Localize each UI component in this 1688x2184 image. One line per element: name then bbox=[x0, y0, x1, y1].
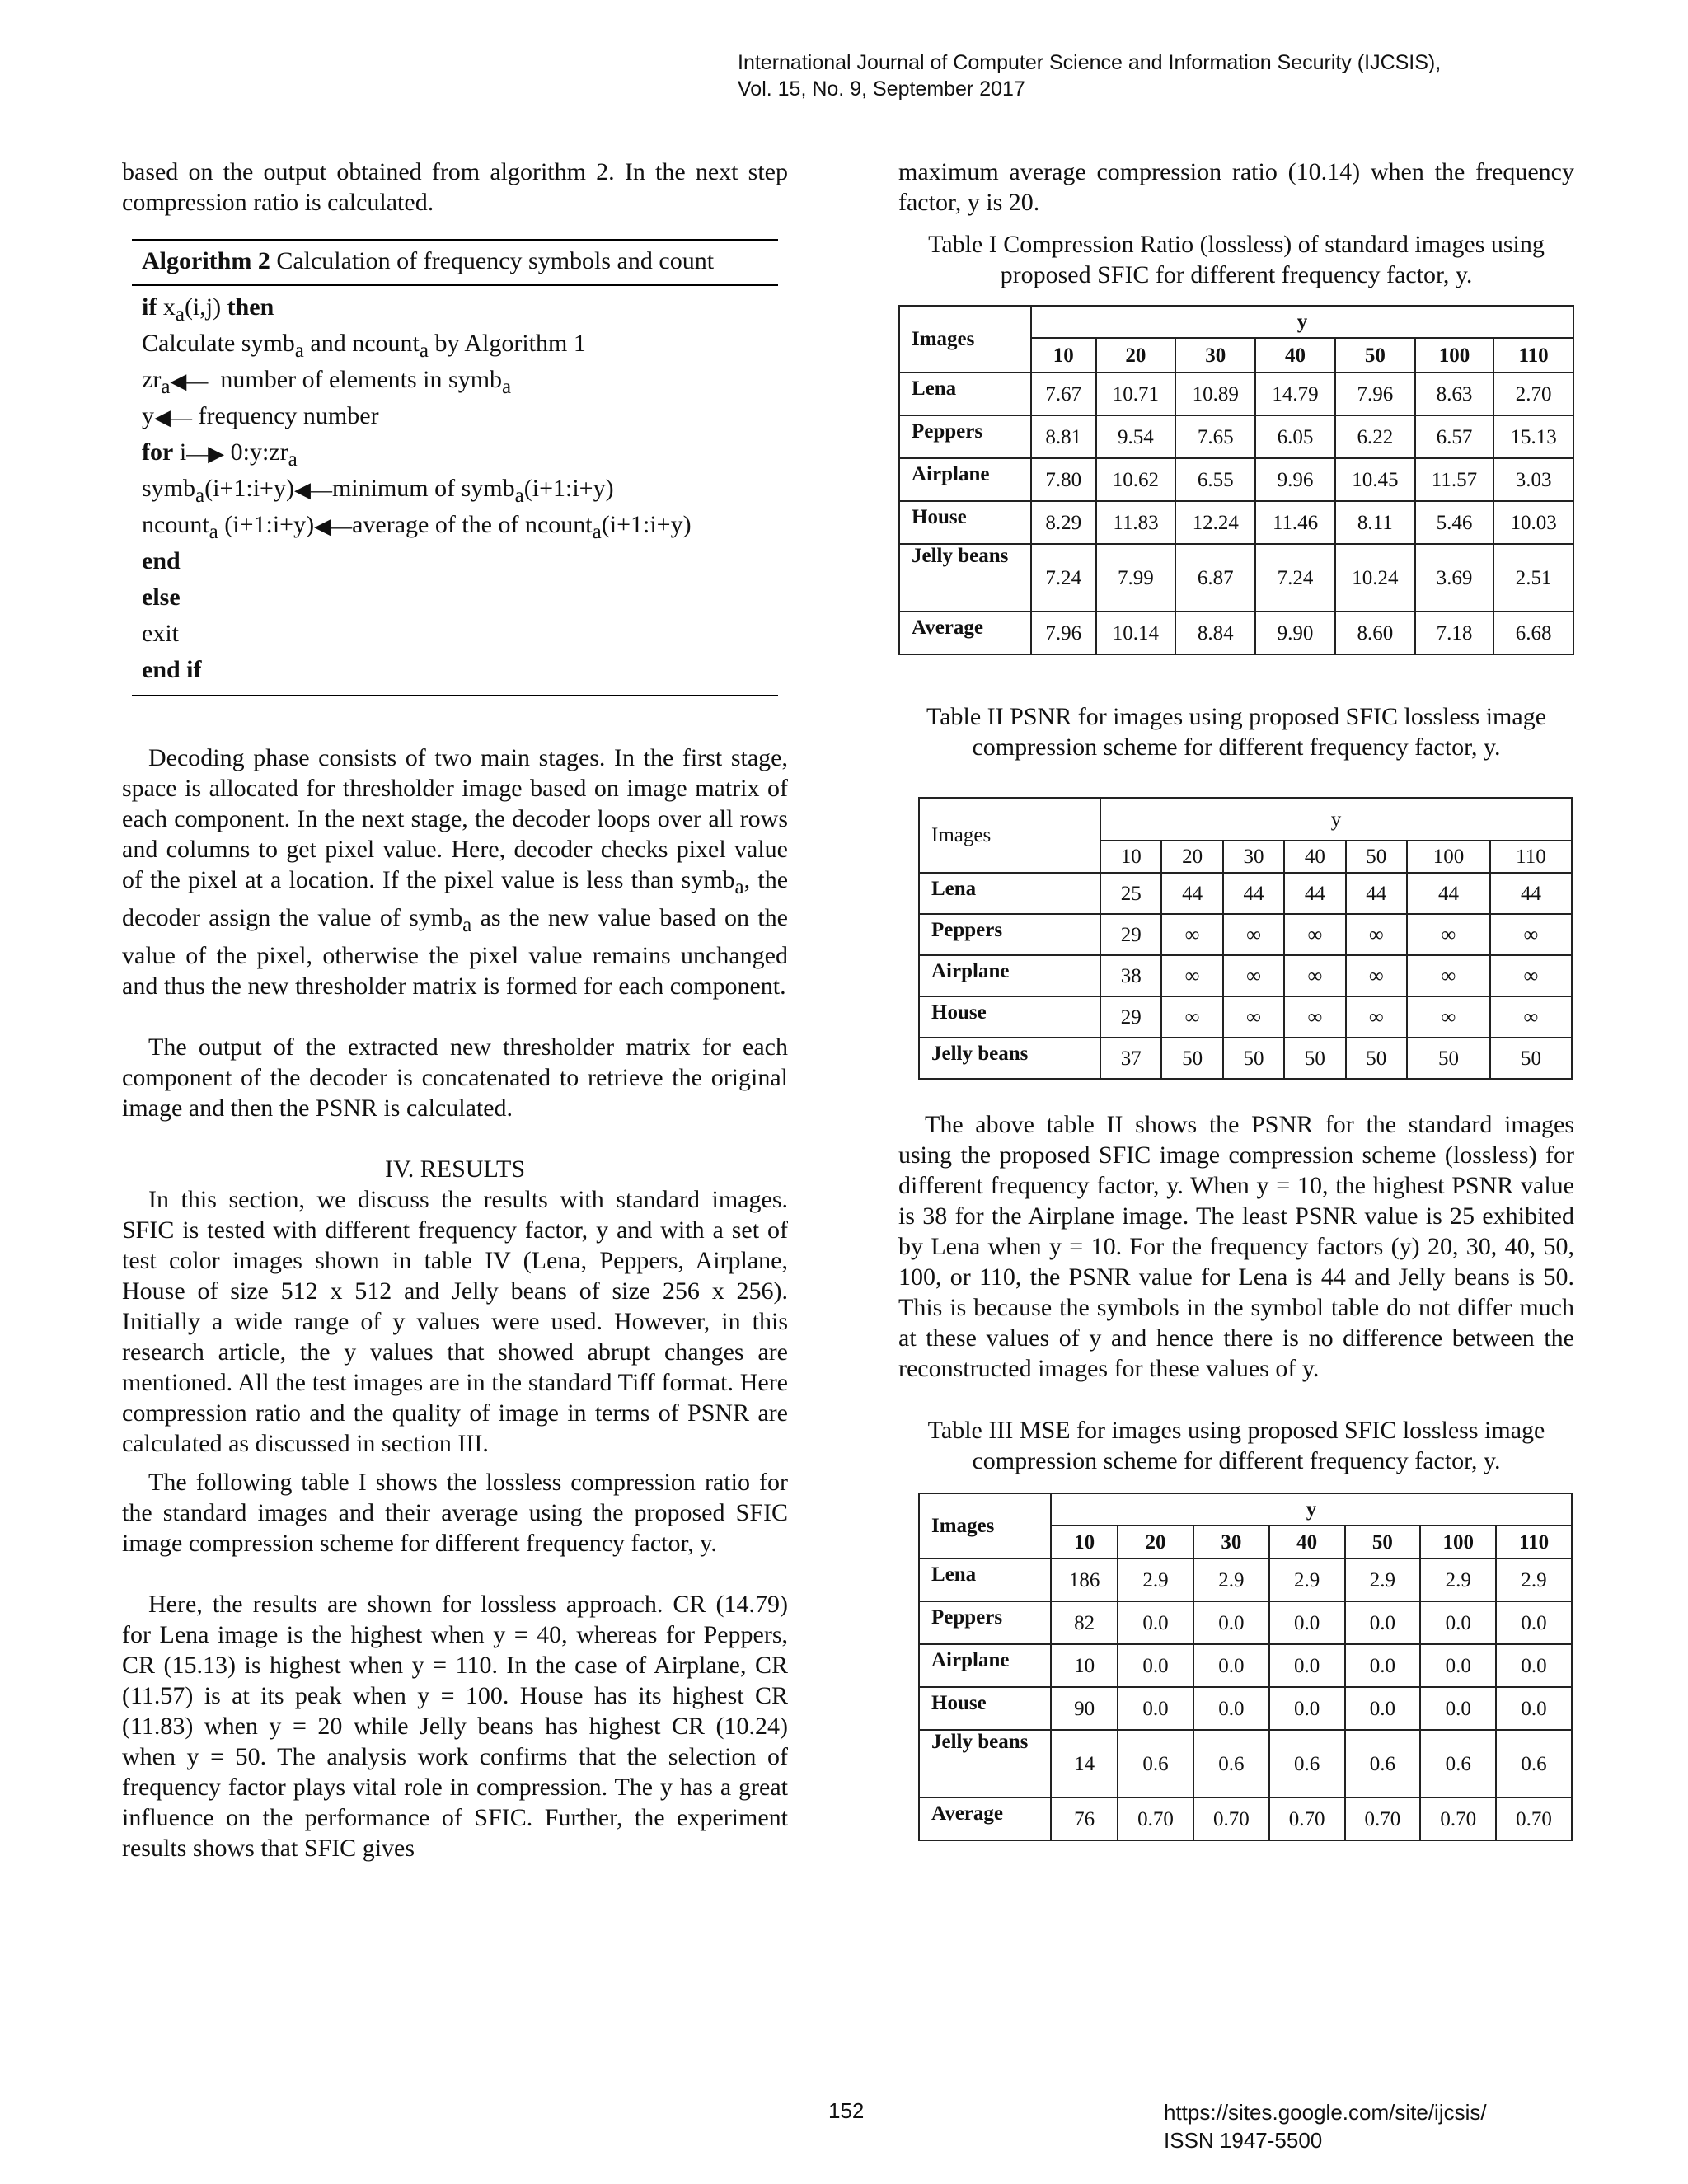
table-row bbox=[919, 1797, 1572, 1840]
table-cell: 7.96 bbox=[1335, 373, 1415, 415]
y-value-header: 100 bbox=[1407, 841, 1490, 873]
table-cell: 2.70 bbox=[1493, 373, 1573, 415]
table-cell: 2.9 bbox=[1420, 1558, 1496, 1601]
table-cell: 0.0 bbox=[1420, 1687, 1496, 1730]
table-header-images: Images bbox=[899, 306, 1031, 373]
table-cell: 14 bbox=[1051, 1730, 1118, 1797]
y-value-header: 40 bbox=[1284, 841, 1345, 873]
table-cell: 7.99 bbox=[1096, 544, 1176, 612]
y-value-header: 110 bbox=[1493, 338, 1573, 373]
table-cell: 186 bbox=[1051, 1558, 1118, 1601]
right-intro-paragraph: maximum average compression ratio (10.14) when the frequency factor, y is 20. bbox=[898, 158, 1574, 216]
table-cell: ∞ bbox=[1346, 955, 1407, 996]
table-row bbox=[919, 1687, 1572, 1730]
table-row bbox=[899, 501, 1573, 544]
y-value-header: 30 bbox=[1175, 338, 1255, 373]
table-row bbox=[899, 544, 1573, 612]
table-cell: 10 bbox=[1051, 1644, 1118, 1687]
table-row bbox=[899, 612, 1573, 654]
table-cell: 50 bbox=[1490, 1038, 1572, 1079]
table-cell: 6.57 bbox=[1415, 415, 1493, 458]
table-cell: 90 bbox=[1051, 1687, 1118, 1730]
alg-line-y: y◀— frequency number bbox=[142, 398, 768, 434]
table-cell: 50 bbox=[1284, 1038, 1345, 1079]
table-cell: 0.0 bbox=[1118, 1687, 1193, 1730]
table1-intro-paragraph: The following table I shows the lossless compression ratio for the standard images and their average using the proposed SFIC image compression scheme for different frequency factor, y. bbox=[122, 1469, 788, 1557]
table-cell: 8.29 bbox=[1031, 501, 1096, 544]
psnr-paragraph: The above table II shows the PSNR for the standard images using the proposed SFIC image compression scheme (lossless) for different frequency factor, y. When y = 10, the highest PSNR value is 38 for the Airplane image. The least PSNR value is 25 exhibited by Lena when y = 10. For the frequency factors (y) 20, 30, 40, 50, 100, or 110, the PSNR value for Lena is 44 and Jelly beans is 50. This is because the symbols in the symbol table do not differ much at these values of y and hence there is no difference between the reconstructed images for these values of y. bbox=[898, 1111, 1574, 1382]
row-label: Airplane bbox=[899, 458, 1031, 501]
table-row bbox=[919, 1038, 1572, 1079]
table-cell: 37 bbox=[1100, 1038, 1161, 1079]
table-cell: ∞ bbox=[1284, 914, 1345, 955]
table3-caption: Table III MSE for images using proposed SFIC lossless image compression scheme for different frequency factor, y. bbox=[927, 1417, 1545, 1474]
table-cell: 8.60 bbox=[1335, 612, 1415, 654]
row-label: Peppers bbox=[919, 914, 1100, 955]
alg-line-symb: symb$_a$(i+1:i+y)◀—minimum of symb$_a$(i+1:i+y) bbox=[142, 471, 768, 507]
results-paragraph: In this section, we discuss the results with standard images. SFIC is tested with different frequency factor, y and with a set of test color images shown in table IV (Lena, Peppers, Airplane, House of size 512 x 512 and Jelly beans of size 256 x 256). Initially a wide range of y values were used. However, in this research article, the y values that showed abrupt changes are mentioned. All the test images are in the standard Tiff format. Here compression ratio and the quality of image in terms of PSNR are calculated as discussed in section III. bbox=[122, 1186, 788, 1457]
left-column bbox=[122, 157, 788, 1863]
table-cell: 50 bbox=[1346, 1038, 1407, 1079]
table-cell: 11.83 bbox=[1096, 501, 1176, 544]
table-cell: 0.0 bbox=[1496, 1644, 1572, 1687]
table-cell: 0.0 bbox=[1269, 1644, 1345, 1687]
table-cell: 2.9 bbox=[1193, 1558, 1269, 1601]
alg-line-ncount: ncount$_a$ (i+1:i+y)◀—average of the of ncount$_a$(i+1:i+y) bbox=[142, 507, 768, 543]
table-cell: 0.70 bbox=[1269, 1797, 1345, 1840]
table-cell: 3.69 bbox=[1415, 544, 1493, 612]
algorithm-2-box bbox=[132, 239, 778, 696]
alg-line-end: end bbox=[142, 547, 181, 574]
table-cell: 0.0 bbox=[1420, 1644, 1496, 1687]
row-label: House bbox=[899, 501, 1031, 544]
table-header-y: y bbox=[1051, 1493, 1572, 1526]
table-cell: 3.03 bbox=[1493, 458, 1573, 501]
table-cell: 10.24 bbox=[1335, 544, 1415, 612]
table-cell: 0.0 bbox=[1118, 1601, 1193, 1644]
table-row bbox=[919, 1644, 1572, 1687]
footer-issn: ISSN 1947-5500 bbox=[1164, 2128, 1323, 2153]
table1-caption: Table I Compression Ratio (lossless) of standard images using proposed SFIC for different frequency factor, y. bbox=[928, 231, 1545, 288]
y-value-header: 50 bbox=[1345, 1526, 1421, 1558]
table-cell: 0.6 bbox=[1420, 1730, 1496, 1797]
table-3-mse bbox=[918, 1493, 1573, 1841]
table-row bbox=[919, 996, 1572, 1038]
alg-line-exit: exit bbox=[142, 620, 179, 647]
table-cell: 6.05 bbox=[1255, 415, 1335, 458]
table-cell: 0.70 bbox=[1118, 1797, 1193, 1840]
table-cell: 0.0 bbox=[1118, 1644, 1193, 1687]
table-row bbox=[899, 415, 1573, 458]
table-cell: 7.80 bbox=[1031, 458, 1096, 501]
y-value-header: 50 bbox=[1335, 338, 1415, 373]
left-arrow-icon: ◀— bbox=[314, 514, 353, 539]
table-cell: 0.0 bbox=[1193, 1687, 1269, 1730]
table-row bbox=[919, 1558, 1572, 1601]
table-cell: 10.62 bbox=[1096, 458, 1176, 501]
table-cell: 15.13 bbox=[1493, 415, 1573, 458]
y-value-header: 30 bbox=[1223, 841, 1284, 873]
table-cell: 0.0 bbox=[1193, 1601, 1269, 1644]
table-cell: 44 bbox=[1161, 873, 1222, 914]
table-header-y: y bbox=[1100, 798, 1572, 841]
table-cell: ∞ bbox=[1490, 955, 1572, 996]
table-cell: 10.71 bbox=[1096, 373, 1176, 415]
y-value-header: 10 bbox=[1031, 338, 1096, 373]
table-cell: ∞ bbox=[1161, 955, 1222, 996]
row-label: Peppers bbox=[899, 415, 1031, 458]
row-label: Jelly beans bbox=[919, 1038, 1100, 1079]
table-row bbox=[919, 1601, 1572, 1644]
table-cell: 2.9 bbox=[1345, 1558, 1421, 1601]
left-arrow-icon: ◀— bbox=[170, 369, 209, 394]
table-cell: 6.55 bbox=[1175, 458, 1255, 501]
alg-line-endif: end if bbox=[142, 656, 202, 683]
table-cell: ∞ bbox=[1161, 996, 1222, 1038]
table-cell: ∞ bbox=[1161, 914, 1222, 955]
table-cell: 14.79 bbox=[1255, 373, 1335, 415]
table-cell: 82 bbox=[1051, 1601, 1118, 1644]
y-value-header: 110 bbox=[1496, 1526, 1572, 1558]
y-value-header: 40 bbox=[1255, 338, 1335, 373]
alg-line-for: for i—▶ $0:y:zr_a$ bbox=[142, 434, 768, 471]
table-cell: ∞ bbox=[1407, 955, 1490, 996]
table-cell: 76 bbox=[1051, 1797, 1118, 1840]
left-arrow-icon: ◀— bbox=[154, 405, 192, 430]
table-cell: 7.24 bbox=[1031, 544, 1096, 612]
table-cell: 0.70 bbox=[1420, 1797, 1496, 1840]
table-cell: 9.90 bbox=[1255, 612, 1335, 654]
intro-paragraph: based on the output obtained from algorithm 2. In the next step compression ratio is calculated. bbox=[122, 158, 788, 216]
y-value-header: 20 bbox=[1118, 1526, 1193, 1558]
table-cell: ∞ bbox=[1346, 996, 1407, 1038]
table-cell: 44 bbox=[1284, 873, 1345, 914]
algorithm-title bbox=[132, 246, 778, 286]
table-cell: ∞ bbox=[1407, 914, 1490, 955]
row-label: Jelly beans bbox=[919, 1730, 1051, 1797]
table-row bbox=[899, 458, 1573, 501]
algorithm-title-text: Calculation of frequency symbols and count bbox=[270, 247, 715, 274]
table-cell: ∞ bbox=[1223, 955, 1284, 996]
row-label: Airplane bbox=[919, 1644, 1051, 1687]
page-number: 152 bbox=[828, 2098, 865, 2123]
table-cell: ∞ bbox=[1490, 914, 1572, 955]
table-cell: 29 bbox=[1100, 914, 1161, 955]
table-cell: 0.0 bbox=[1269, 1687, 1345, 1730]
y-value-header: 10 bbox=[1051, 1526, 1118, 1558]
table-cell: 9.54 bbox=[1096, 415, 1176, 458]
journal-title: International Journal of Computer Science and Information Security (IJCSIS), bbox=[738, 51, 1442, 74]
table-cell: ∞ bbox=[1223, 914, 1284, 955]
table-cell: 8.81 bbox=[1031, 415, 1096, 458]
alg-line-zr: $zr_a◀—$ number of elements in symb$_a$ bbox=[142, 362, 768, 398]
table-cell: 10.45 bbox=[1335, 458, 1415, 501]
table2-caption: Table II PSNR for images using proposed SFIC lossless image compression scheme for different frequency factor, y. bbox=[926, 703, 1547, 761]
row-label: Jelly beans bbox=[899, 544, 1031, 612]
journal-issue: Vol. 15, No. 9, September 2017 bbox=[738, 77, 1025, 101]
row-label: Peppers bbox=[919, 1601, 1051, 1644]
table-1-compression-ratio bbox=[898, 305, 1574, 655]
algorithm-label: Algorithm 2 bbox=[142, 247, 270, 274]
table-cell: 6.87 bbox=[1175, 544, 1255, 612]
table-cell: 0.6 bbox=[1118, 1730, 1193, 1797]
table-header-images: Images bbox=[919, 1493, 1051, 1558]
table-cell: ∞ bbox=[1284, 955, 1345, 996]
table-cell: 11.46 bbox=[1255, 501, 1335, 544]
y-value-header: 20 bbox=[1161, 841, 1222, 873]
journal-header bbox=[738, 49, 1441, 102]
table-header-images: Images bbox=[919, 798, 1100, 873]
table-cell: 0.6 bbox=[1193, 1730, 1269, 1797]
table-cell: 7.18 bbox=[1415, 612, 1493, 654]
row-label: Lena bbox=[919, 1558, 1051, 1601]
table-row bbox=[919, 955, 1572, 996]
y-value-header: 100 bbox=[1415, 338, 1493, 373]
row-label: Lena bbox=[919, 873, 1100, 914]
table-cell: 44 bbox=[1407, 873, 1490, 914]
table-cell: 50 bbox=[1223, 1038, 1284, 1079]
y-value-header: 100 bbox=[1420, 1526, 1496, 1558]
table-row bbox=[919, 914, 1572, 955]
table-cell: 7.24 bbox=[1255, 544, 1335, 612]
table-cell: ∞ bbox=[1346, 914, 1407, 955]
table-cell: 7.65 bbox=[1175, 415, 1255, 458]
table-cell: 5.46 bbox=[1415, 501, 1493, 544]
table-cell: 50 bbox=[1407, 1038, 1490, 1079]
table-cell: ∞ bbox=[1490, 996, 1572, 1038]
row-label: Lena bbox=[899, 373, 1031, 415]
table-cell: 44 bbox=[1490, 873, 1572, 914]
left-arrow-icon: ◀— bbox=[293, 478, 332, 503]
table-cell: 38 bbox=[1100, 955, 1161, 996]
table-cell: 2.9 bbox=[1496, 1558, 1572, 1601]
y-value-header: 10 bbox=[1100, 841, 1161, 873]
table-cell: 2.9 bbox=[1118, 1558, 1193, 1601]
table-cell: 10.89 bbox=[1175, 373, 1255, 415]
table-cell: 8.63 bbox=[1415, 373, 1493, 415]
algorithm-body bbox=[132, 286, 778, 688]
table-row bbox=[899, 373, 1573, 415]
table-cell: 0.6 bbox=[1345, 1730, 1421, 1797]
y-value-header: 20 bbox=[1096, 338, 1176, 373]
table-cell: 10.14 bbox=[1096, 612, 1176, 654]
y-value-header: 110 bbox=[1490, 841, 1572, 873]
table-cell: ∞ bbox=[1223, 996, 1284, 1038]
table-cell: 10.03 bbox=[1493, 501, 1573, 544]
table-cell: 6.68 bbox=[1493, 612, 1573, 654]
y-value-header: 50 bbox=[1346, 841, 1407, 873]
table-cell: 0.70 bbox=[1193, 1797, 1269, 1840]
right-column bbox=[898, 157, 1574, 1841]
table-cell: 0.0 bbox=[1345, 1687, 1421, 1730]
table-cell: 2.9 bbox=[1269, 1558, 1345, 1601]
lossless-paragraph: Here, the results are shown for lossless approach. CR (14.79) for Lena image is the highest when y = 40, whereas for Peppers, CR (15.13) is highest when y = 110. In the case of Airplane, CR (11.57) is at its peak when y = 100. House has its highest CR (11.83) when y = 20 while Jelly beans has highest CR (10.24) when y = 50. The analysis work confirms that the selection of frequency factor plays vital role in compression. The y has a great influence on the performance of SFIC. Further, the experiment results shows that SFIC gives bbox=[122, 1591, 788, 1862]
table-cell: 0.0 bbox=[1345, 1644, 1421, 1687]
table-header-y: y bbox=[1031, 306, 1573, 338]
alg-line-calculate: Calculate symb$_a$ and ncount$_a$ by Algorithm 1 bbox=[142, 330, 586, 362]
row-label: Average bbox=[899, 612, 1031, 654]
table-cell: 0.0 bbox=[1193, 1644, 1269, 1687]
table-cell: 11.57 bbox=[1415, 458, 1493, 501]
table-cell: 44 bbox=[1223, 873, 1284, 914]
y-value-header: 30 bbox=[1193, 1526, 1269, 1558]
table-cell: 29 bbox=[1100, 996, 1161, 1038]
table-cell: 8.84 bbox=[1175, 612, 1255, 654]
output-paragraph: The output of the extracted new thresholder matrix for each component of the decoder is concatenated to retrieve the original image and then the PSNR is calculated. bbox=[122, 1033, 788, 1122]
table-cell: 2.51 bbox=[1493, 544, 1573, 612]
right-arrow-icon: —▶ bbox=[186, 442, 225, 466]
table-row bbox=[919, 1730, 1572, 1797]
table-cell: 0.0 bbox=[1496, 1687, 1572, 1730]
table-cell: 7.96 bbox=[1031, 612, 1096, 654]
section-heading: IV. RESULTS bbox=[384, 1155, 526, 1183]
row-label: House bbox=[919, 1687, 1051, 1730]
table-cell: ∞ bbox=[1284, 996, 1345, 1038]
table-cell: 0.0 bbox=[1496, 1601, 1572, 1644]
row-label: Average bbox=[919, 1797, 1051, 1840]
table-cell: 44 bbox=[1346, 873, 1407, 914]
table-cell: 6.22 bbox=[1335, 415, 1415, 458]
table-cell: 25 bbox=[1100, 873, 1161, 914]
table-cell: 0.70 bbox=[1345, 1797, 1421, 1840]
table-cell: 0.6 bbox=[1496, 1730, 1572, 1797]
row-label: House bbox=[919, 996, 1100, 1038]
table-cell: 0.70 bbox=[1496, 1797, 1572, 1840]
table-cell: 0.0 bbox=[1269, 1601, 1345, 1644]
table-cell: 7.67 bbox=[1031, 373, 1096, 415]
table-cell: 0.0 bbox=[1420, 1601, 1496, 1644]
y-value-header: 40 bbox=[1269, 1526, 1345, 1558]
table-cell: 0.0 bbox=[1345, 1601, 1421, 1644]
alg-line-else: else bbox=[142, 583, 181, 611]
table-cell: 0.6 bbox=[1269, 1730, 1345, 1797]
table-cell: ∞ bbox=[1407, 996, 1490, 1038]
footer-info bbox=[1164, 2098, 1487, 2154]
table-row bbox=[919, 873, 1572, 914]
row-label: Airplane bbox=[919, 955, 1100, 996]
table-cell: 50 bbox=[1161, 1038, 1222, 1079]
decoding-paragraph: Decoding phase consists of two main stages. In the first stage, space is allocated for thresholder image based on image matrix of each component. In the next stage, the decoder loops over all rows and columns to get pixel value. Here, decoder checks pixel value of the pixel at a location. If the pixel value is less than symb$_a$, the decoder assign the value of symb$_a$ as the new value based on the value of the pixel, otherwise the pixel value remains unchanged and thus the new thresholder matrix is formed for each component. bbox=[122, 744, 789, 1000]
table-cell: 12.24 bbox=[1175, 501, 1255, 544]
table-cell: 9.96 bbox=[1255, 458, 1335, 501]
footer-url[interactable]: https://sites.google.com/site/ijcsis/ bbox=[1164, 2100, 1487, 2125]
table-2-psnr bbox=[918, 797, 1573, 1080]
table-cell: 8.11 bbox=[1335, 501, 1415, 544]
alg-line-if: if $x_a(i,j)$ then bbox=[142, 293, 274, 326]
